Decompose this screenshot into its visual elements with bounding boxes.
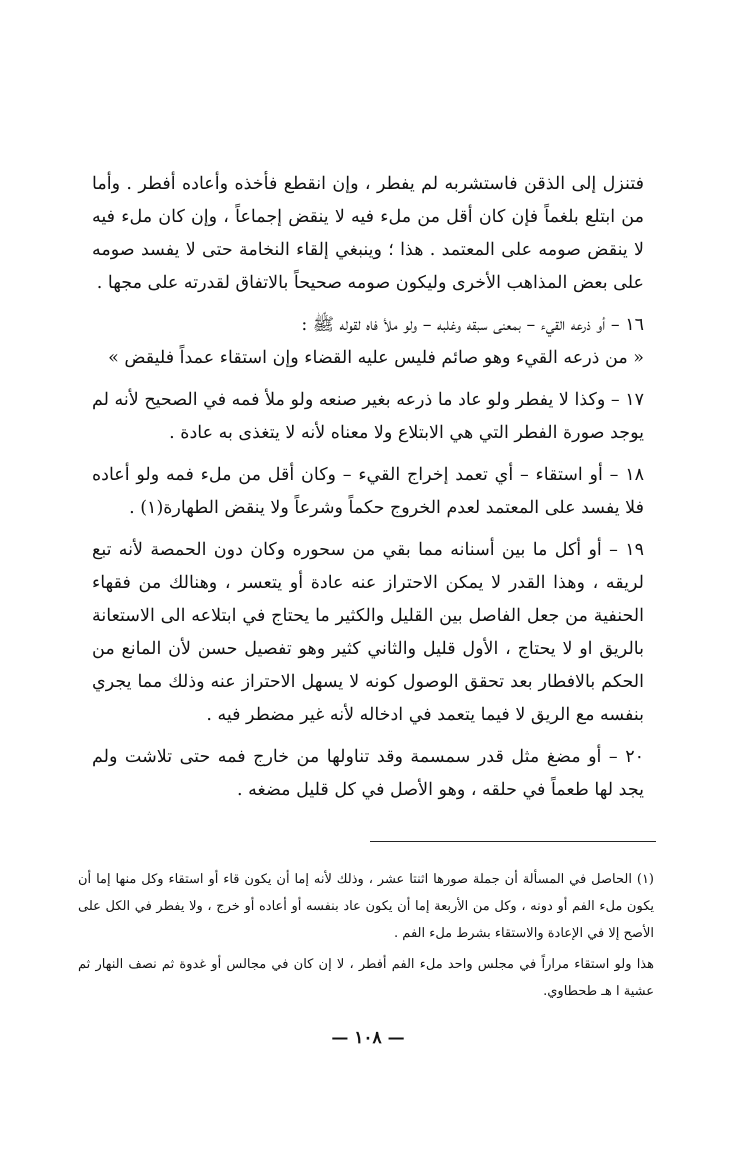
page-number: — ١٠٨ —: [331, 1028, 405, 1048]
main-text: [92, 168, 644, 807]
footnotes: [78, 866, 654, 1005]
paragraph-16-text: ١٦ – أو ذرعه القيء – بمعنى سبقه وغلبه – ولو ملأ فاه لقوله ﷺ :: [301, 315, 644, 335]
paragraph-19: ١٩ – أو أكل ما بين أسنانه مما بقي من سحوره وكان دون الحمصة لأنه تبع لريقه ، وهذا القدر لا يمكن الاحتراز عنه عادة أو يتعسر ، وهنالك من فقهاء الحنفية من جعل الفاصل بين القليل والكثير ما يحتاج في ابتلاعه الى الاستعانة بالريق او لا يحتاج ، الأول قليل والثاني كثير وهو تفصيل حسن لأن المانع من الحكم بالافطار بعد تحقق الوصول كونه لا يسهل الاحتراز عنه وذلك مما يجري بنفسه مع الريق لا فيما يتعمد في ادخاله لأنه غير مضطر فيه .: [92, 540, 644, 725]
paragraph-saliva: فتنزل إلى الذقن فاستشربه لم يفطر ، وإن انقطع فأخذه وأعاده أفطر . وأما من ابتلع بلغماً فإن كان أقل من ملء فيه لا ينقض إجماعاً ، وإن كان ملء فيه لا ينقض صومه على المعتمد . هذا ؛ وينبغي إلقاء النخامة حتى لا يفسد صومه على بعض المذاهب الأخرى وليكون صومه صحيحاً بالاتفاق لقدرته على مجها .: [92, 174, 644, 293]
footnote-divider: [370, 841, 656, 842]
paragraph-20: ٢٠ – أو مضغ مثل قدر سمسمة وقد تناولها من خارج فمه حتى تلاشت ولم يجد لها طعماً في حلقه ، وهو الأصل في كل قليل مضغه .: [92, 747, 644, 800]
footnote-1-continued: هذا ولو استقاء مراراً في مجلس واحد ملء الفم أفطر ، لا إن كان في مجالس أو غدوة ثم نصف النهار ثم عشية ا هـ طحطاوي.: [78, 957, 654, 999]
paragraph-16: [92, 309, 644, 375]
hadith-quote: « من ذرعه القيء وهو صائم فليس عليه القضاء وإن استقاء عمداً فليقض »: [108, 348, 644, 368]
footnote-1: (١) الحاصل في المسألة أن جملة صورها اثنتا عشر ، وذلك لأنه إما أن يكون قاء أو استقاء وكل منها إما أن يكون ملء الفم أو دونه ، وكل من الأربعة إما أن يكون عاد بنفسه أو أعاده أو خرج ، ولا يفطر في الكل على الأصح إلا في الإعادة والاستقاء بشرط ملء الفم .: [78, 872, 654, 941]
paragraph-18: ١٨ – أو استقاء – أي تعمد إخراج القيء – وكان أقل من ملء فمه ولو أعاده فلا يفسد على المعتمد لعدم الخروج حكماً وشرعاً ولا ينقض الطهارة(١) .: [92, 465, 644, 518]
paragraph-17: ١٧ – وكذا لا يفطر ولو عاد ما ذرعه بغير صنعه ولو ملأ فمه في الصحيح لأنه لم يوجد صورة الفطر التي هي الابتلاع ولا معناه لأنه لا يتغذى به عادة .: [92, 390, 644, 443]
